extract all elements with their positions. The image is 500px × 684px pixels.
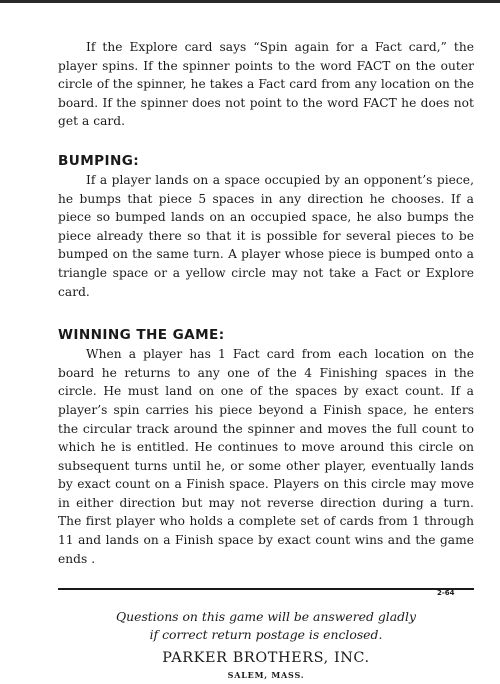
bumping-paragraph: If a player lands on a space occupied by an opponent’s piece, he bumps that piece 5 spaces in any direction he chooses. If a piece so bumped lands on an occupied space, he also bumps the piece already there so that it is possible for several pieces to be bumped on the same turn. A player whose piece is bumped onto a triangle space or a yellow circle may not take a Fact or Explore card. — [58, 172, 474, 299]
winning-heading: WINNING THE GAME: — [58, 327, 225, 344]
questions-line-2: if correct return postage is enclosed. — [149, 627, 383, 643]
print-code: 2-64 — [437, 589, 455, 597]
explore-card-paragraph: If the Explore card says “Spin again for a Fact card,” the player spins. If the spinner points to the word FACT on the outer circle of the spinner, he takes a Fact card from any location on the board. If the spinner does not point to the word FACT he does not get a card. — [58, 40, 474, 129]
company-city: SALEM, MASS. — [227, 670, 305, 681]
company-name: PARKER BROTHERS, INC. — [162, 650, 370, 667]
questions-line-1: Questions on this game will be answered gladly — [115, 609, 417, 625]
footer-divider — [58, 588, 474, 590]
winning-paragraph: When a player has 1 Fact card from each location on the board he returns to any one of the 4 Finishing spaces in the circle. He must land on one of the spaces by exact count. If a player’s spin carries his piece beyond a Finish space, he enters the circular track around the spinner and moves the full count to which he is entitled. He continues to move around this circle on subsequent turns until he, or some other player, eventually lands by exact count on a Finish space. Players on this circle may move in either direction but may not reverse direction during a turn. The first player who holds a complete set of cards from 1 through 11 and lands on a Finish space by exact count wins and the game ends . — [58, 347, 474, 566]
rules-page — [58, 38, 474, 680]
publisher-footer — [58, 608, 474, 680]
page-top-edge — [0, 0, 500, 3]
bumping-heading: BUMPING: — [58, 152, 140, 169]
